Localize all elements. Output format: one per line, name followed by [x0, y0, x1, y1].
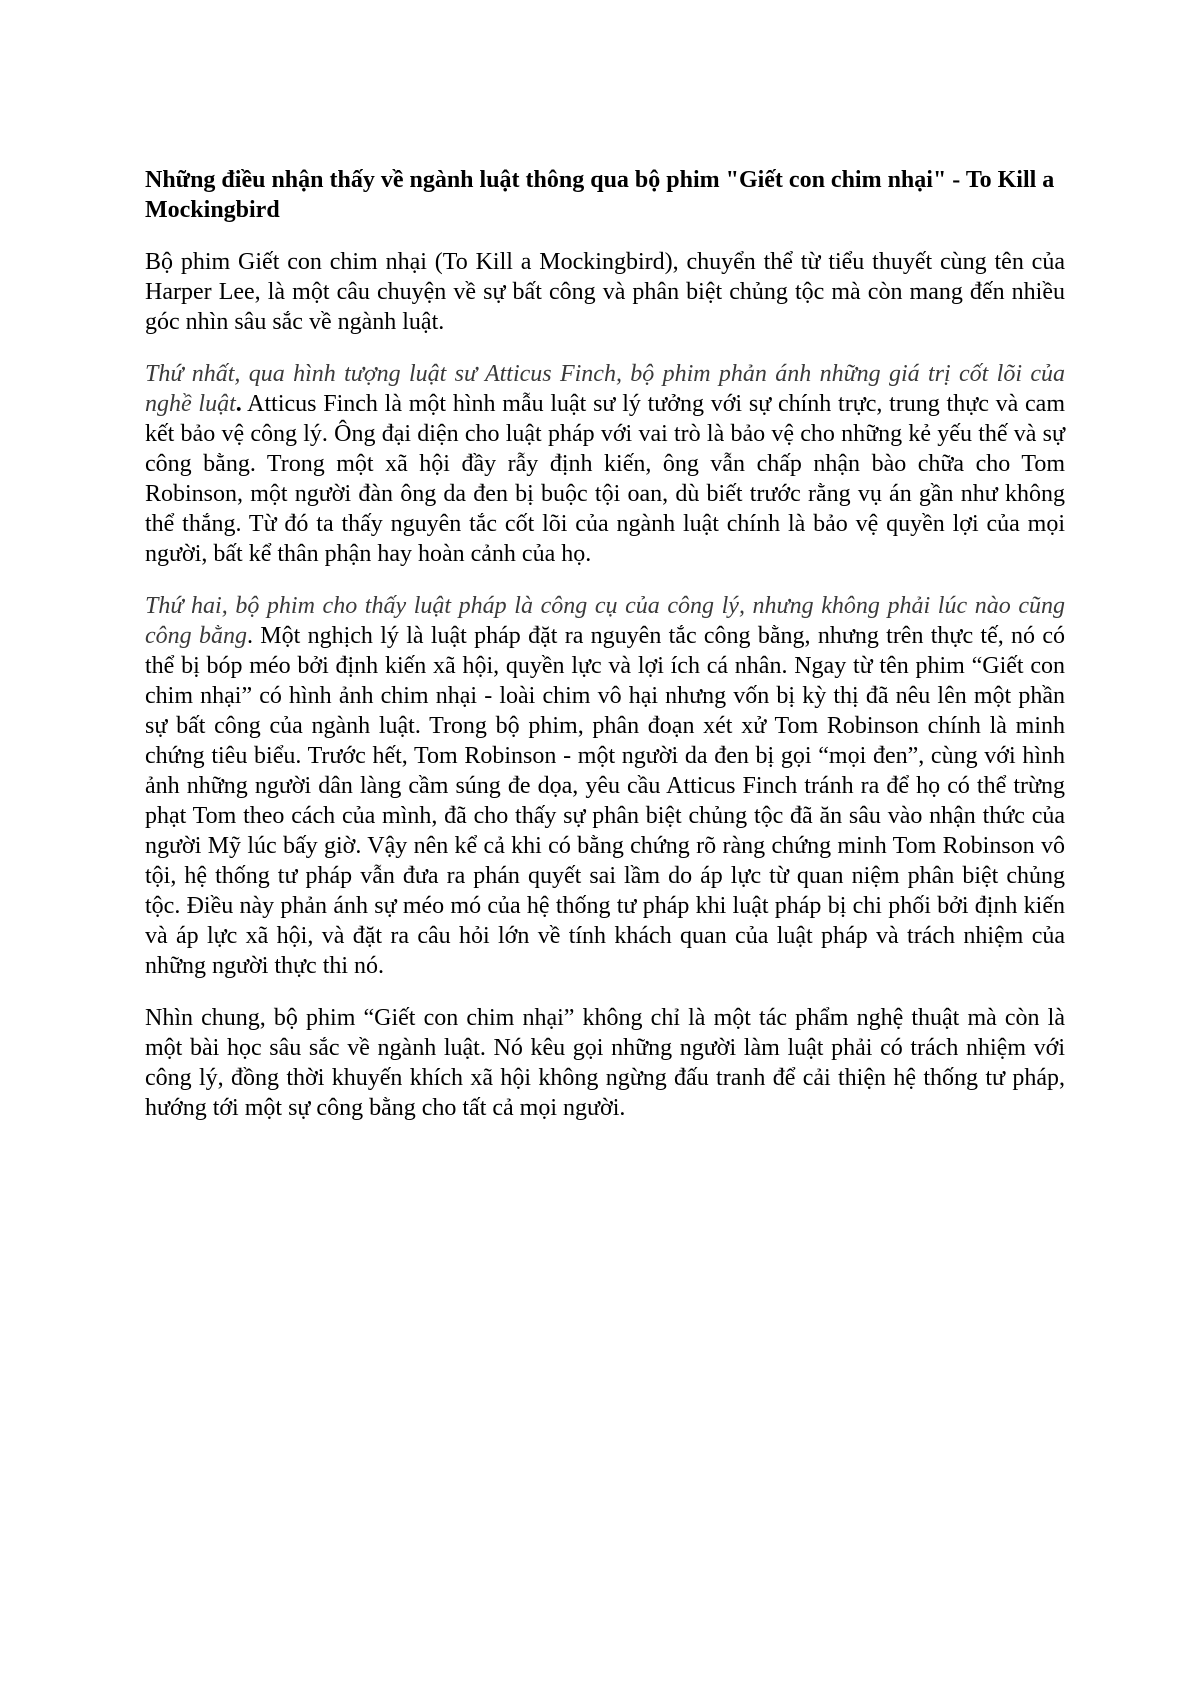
intro-paragraph: Bộ phim Giết con chim nhại (To Kill a Mockingbird), chuyển thể từ tiểu thuyết cùng tên của Harper Lee, là một câu chuyện về sự bất công và phân biệt chủng tộc mà còn mang đến nhiều góc nhìn sâu sắc về ngành luật.: [145, 249, 1065, 335]
point-one-paragraph: [145, 359, 1065, 569]
point-two-body: . Một nghịch lý là luật pháp đặt ra nguyên tắc công bằng, nhưng trên thực tế, nó có thể bị bóp méo bởi định kiến xã hội, quyền lực và lợi ích cá nhân. Ngay từ tên phim “Giết con chim nhại” có hình ảnh chim nhại - loài chim vô hại nhưng vốn bị kỳ thị đã nêu lên một phần sự bất công của ngành luật. Trong bộ phim, phân đoạn xét xử Tom Robinson chính là minh chứng tiêu biểu. Trước hết, Tom Robinson - một người da đen bị gọi “mọi đen”, cùng với hình ảnh những người dân làng cầm súng đe dọa, yêu cầu Atticus Finch tránh ra để họ có thể trừng phạt Tom theo cách của mình, đã cho thấy sự phân biệt chủng tộc đã ăn sâu vào nhận thức của người Mỹ lúc bấy giờ. Vậy nên kể cả khi có bằng chứng rõ ràng chứng minh Tom Robinson vô tội, hệ thống tư pháp vẫn đưa ra phán quyết sai lầm do áp lực từ quan niệm phân biệt chủng tộc. Điều này phản ánh sự méo mó của hệ thống tư pháp khi luật pháp bị chi phối bởi định kiến và áp lực xã hội, và đặt ra câu hỏi lớn về tính khách quan của luật pháp và trách nhiệm của những người thực thi nó.: [145, 623, 1065, 979]
point-two-lead: Thứ hai, bộ phim cho thấy luật pháp là công cụ của công lý, nhưng không phải lúc nào cũng công bằng: [145, 593, 1065, 649]
point-one-body: Atticus Finch là một hình mẫu luật sư lý tưởng với sự chính trực, trung thực và cam kết bảo vệ công lý. Ông đại diện cho luật pháp với vai trò là bảo vệ cho những kẻ yếu thế và sự công bằng. Trong một xã hội đầy rẫy định kiến, ông vẫn chấp nhận bào chữa cho Tom Robinson, một người đàn ông da đen bị buộc tội oan, dù biết trước rằng vụ án gần như không thể thắng. Từ đó ta thấy nguyên tắc cốt lõi của ngành luật chính là bảo vệ quyền lợi của mọi người, bất kể thân phận hay hoàn cảnh của họ.: [145, 391, 1065, 567]
point-two-paragraph: [145, 591, 1065, 981]
conclusion-paragraph: Nhìn chung, bộ phim “Giết con chim nhại” không chỉ là một tác phẩm nghệ thuật mà còn là một bài học sâu sắc về ngành luật. Nó kêu gọi những người làm luật phải có trách nhiệm với công lý, đồng thời khuyến khích xã hội không ngừng đấu tranh để cải thiện hệ thống tư pháp, hướng tới một sự công bằng cho tất cả mọi người.: [145, 1005, 1065, 1121]
document-page: [145, 165, 1065, 1145]
document-title: Những điều nhận thấy về ngành luật thông qua bộ phim "Giết con chim nhại" - To Kill a Mockingbird: [145, 167, 1055, 223]
point-one-period: .: [235, 391, 242, 417]
point-one-lead: Thứ nhất, qua hình tượng luật sư Atticus Finch, bộ phim phản ánh những giá trị cốt lõi của nghề luật: [145, 361, 1065, 417]
